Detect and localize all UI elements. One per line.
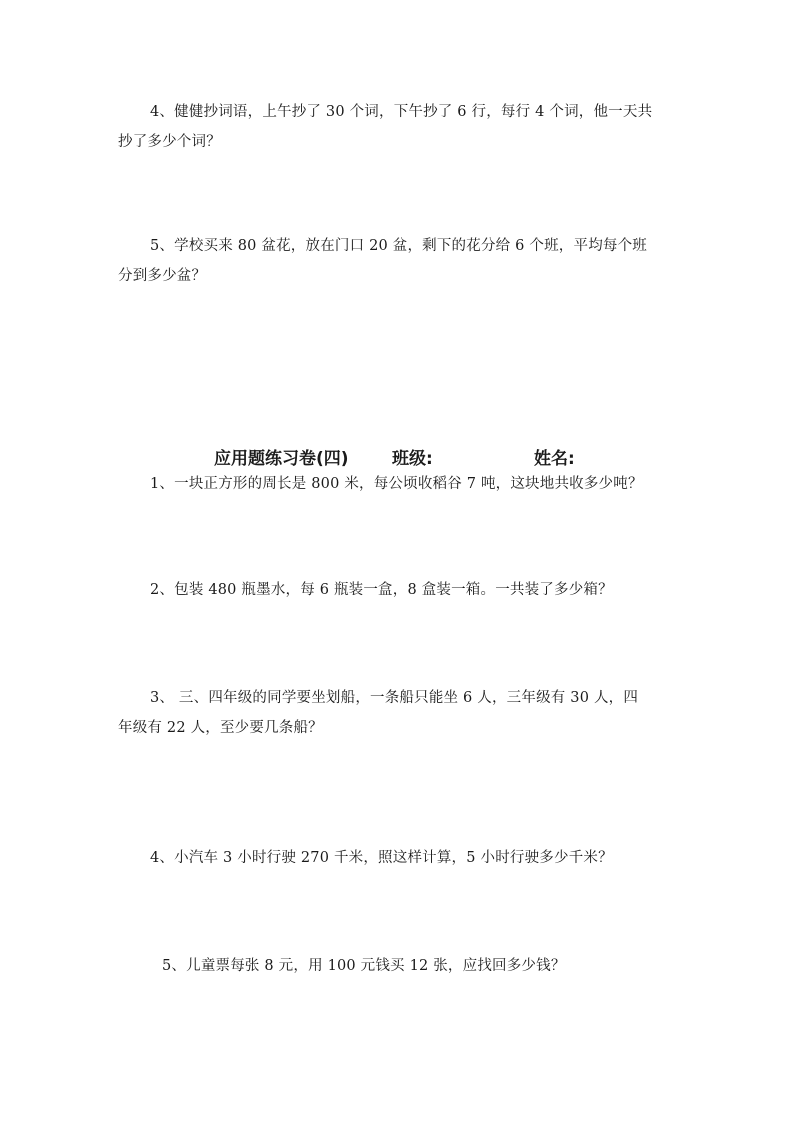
problem-text: 年级有 22 人，至少要几条船？: [118, 720, 323, 736]
problem-text: 4、健健抄词语，上午抄了 30 个词，下午抄了 6 行，每行 4 个词，他一天共: [150, 104, 653, 120]
problem-text: 3、 三、四年级的同学要坐划船，一条船只能坐 6 人，三年级有 30 人，四: [150, 690, 639, 706]
worksheet-title: 应用题练习卷(四): [214, 449, 349, 469]
name-label: 姓名:: [534, 449, 575, 469]
problem-text: 分到多少盆？: [118, 268, 207, 284]
problem-text: 5、儿童票每张 8 元，用 100 元钱买 12 张，应找回多少钱？: [162, 958, 566, 974]
problem-text: 4、小汽车 3 小时行驶 270 千米，照这样计算，5 小时行驶多少千米？: [150, 850, 613, 866]
problem-text: 1、一块正方形的周长是 800 米，每公顷收稻谷 7 吨，这块地共收多少吨？: [150, 476, 643, 492]
class-label: 班级:: [392, 449, 433, 469]
problem-text: 2、包装 480 瓶墨水，每 6 瓶装一盒，8 盒装一箱。一共装了多少箱？: [150, 582, 613, 598]
problem-text: 抄了多少个词？: [118, 134, 221, 150]
problem-text: 5、学校买来 80 盆花，放在门口 20 盆，剩下的花分给 6 个班，平均每个班: [150, 238, 648, 254]
